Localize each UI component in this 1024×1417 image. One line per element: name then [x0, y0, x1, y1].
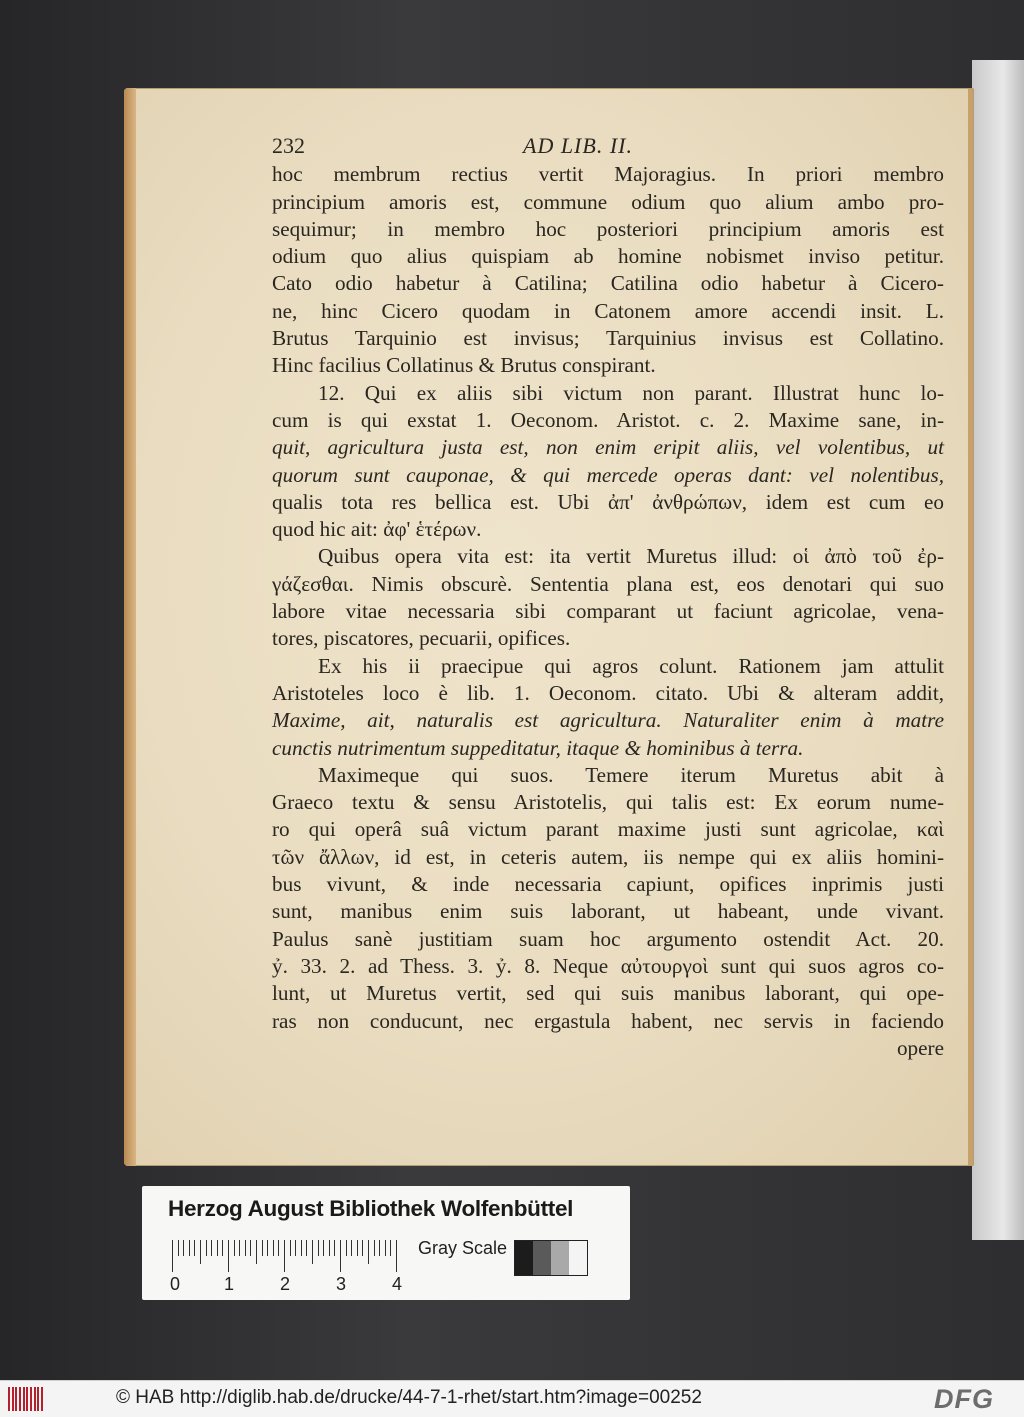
- ruler-tick: [183, 1240, 184, 1256]
- text-line: Hinc facilius Collatinus & Brutus conspirant.: [272, 353, 656, 378]
- logo-bar: [26, 1387, 28, 1411]
- ruler-tick: [385, 1240, 386, 1256]
- text-line: sunt, manibus enim suis laborant, ut habeant, unde vivant.: [272, 899, 944, 924]
- ruler-tick: [374, 1240, 375, 1256]
- gray-scale-label: Gray Scale: [418, 1238, 508, 1258]
- ruler-tick: [368, 1240, 369, 1264]
- text-line: ỷ. 33. 2. ad Thess. 3. ỷ. 8. Neque αὐτουργοὶ sunt qui suos agros co-: [272, 953, 944, 978]
- text-line: principium amoris est, commune odium quo alium ambo pro-: [272, 189, 944, 214]
- text-line: Cato odio habetur à Catilina; Catilina odio habetur à Cicero-: [272, 271, 944, 296]
- text-line: Graeco textu & sensu Aristotelis, qui talis est: Ex eorum nume-: [272, 790, 944, 815]
- ruler-number: 2: [280, 1274, 291, 1294]
- ruler-tick: [262, 1240, 263, 1256]
- logo-bar: [34, 1387, 36, 1411]
- text-line: τῶν ἄλλων, id est, in ceteris autem, iis nempe qui ex aliis homini-: [272, 844, 944, 869]
- text-lines: [272, 161, 944, 1062]
- ruler-tick: [295, 1240, 296, 1256]
- text-line: ras non conducunt, nec ergastula habent, nec servis in faciendo: [272, 1008, 944, 1033]
- logo-bar: [41, 1387, 43, 1411]
- ruler-tick: [306, 1240, 307, 1256]
- ruler-tick: [250, 1240, 251, 1256]
- page-text-block: [272, 132, 944, 1062]
- footer-bar: [0, 1380, 1024, 1417]
- ruler-tick: [362, 1240, 363, 1256]
- gray-swatch: [515, 1241, 533, 1275]
- ruler-tick: [228, 1240, 229, 1272]
- ruler-tick: [340, 1240, 341, 1272]
- text-line: sequimur; in membro hoc posteriori principium amoris est: [272, 216, 944, 241]
- ruler-tick: [290, 1240, 291, 1256]
- text-line: opere: [896, 1035, 944, 1060]
- ruler-tick: [239, 1240, 240, 1256]
- dfg-logo: DFG: [934, 1384, 994, 1414]
- text-line: bus vivunt, & inde necessaria capiunt, opifices inprimis justi: [272, 872, 944, 897]
- logo-bar: [19, 1387, 21, 1411]
- ruler-tick: [301, 1240, 302, 1256]
- ruler-tick: [194, 1240, 195, 1256]
- ruler-tick: [329, 1240, 330, 1256]
- ruler-tick: [284, 1240, 285, 1272]
- text-line: Ex his ii praecipue qui agros colunt. Rationem jam attulit: [318, 653, 944, 678]
- text-line: ro qui operâ suâ victum parant maxime justi sunt agricolae, καὶ: [272, 817, 944, 842]
- ruler-tick: [278, 1240, 279, 1256]
- text-line: Maximeque qui suos. Temere iterum Muretus abit à: [318, 762, 944, 787]
- ruler-tick: [273, 1240, 274, 1256]
- ruler-tick: [217, 1240, 218, 1256]
- ruler-tick: [396, 1240, 397, 1272]
- ruler-tick: [206, 1240, 207, 1256]
- ruler-tick: [222, 1240, 223, 1256]
- text-line: Brutus Tarquinio est invisus; Tarquinius invisus est Collatino.: [272, 326, 944, 351]
- logo-bar: [8, 1387, 10, 1411]
- logo-bar: [37, 1387, 39, 1411]
- gray-swatch: [551, 1241, 569, 1275]
- running-head: [272, 132, 944, 159]
- gray-scale-swatches: [514, 1240, 588, 1276]
- ruler-tick: [346, 1240, 347, 1256]
- ruler-tick: [211, 1240, 212, 1256]
- text-line: tores, piscatores, pecuarii, opifices.: [272, 626, 571, 651]
- ruler-number: 0: [170, 1274, 181, 1294]
- ruler-tick: [312, 1240, 313, 1264]
- ruler-tick: [390, 1240, 391, 1256]
- text-line: cum is qui exstat 1. Oeconom. Aristot. c. 2. Maxime sane, in-: [272, 407, 944, 432]
- ruler-tick: [351, 1240, 352, 1256]
- page-edge: [124, 88, 136, 1166]
- ruler-tick: [245, 1240, 246, 1256]
- hab-barcode-logo-icon: [8, 1387, 46, 1411]
- text-line: Quibus opera vita est: ita vertit Muretus illud: οἱ ἀπὸ τοῦ ἐρ-: [318, 544, 944, 569]
- text-line: Paulus sanè justitiam suam hoc argumento ostendit Act. 20.: [272, 926, 944, 951]
- gray-swatch: [533, 1241, 551, 1275]
- ruler-tick: [379, 1240, 380, 1256]
- text-line: Maxime, ait, naturalis est agricultura. Naturaliter enim à matre: [272, 708, 944, 733]
- text-line: Aristoteles loco è lib. 1. Oeconom. citato. Ubi & alteram addit,: [272, 680, 944, 705]
- logo-bar: [15, 1387, 17, 1411]
- ruler-tick: [234, 1240, 235, 1256]
- library-label-card: [142, 1186, 630, 1300]
- ruler-tick: [323, 1240, 324, 1256]
- adjacent-sheet: [972, 60, 1024, 1240]
- text-line: quorum sunt cauponae, & qui mercede operas dant: vel nolentibus,: [272, 462, 944, 487]
- ruler-tick: [189, 1240, 190, 1256]
- text-line: 12. Qui ex aliis sibi victum non parant. Illustrat hunc lo-: [318, 380, 944, 405]
- text-line: hoc membrum rectius vertit Majoragius. In priori membro: [272, 162, 944, 187]
- logo-bar: [23, 1387, 25, 1411]
- text-line: odium quo alius quispiam ab homine nobismet inviso petitur.: [272, 244, 944, 269]
- text-line: ne, hinc Cicero quodam in Catonem amore accendi insit. L.: [272, 298, 944, 323]
- text-line: γάζεσθαι. Nimis obscurè. Sententia plana est, eos denotari qui suo: [272, 571, 944, 596]
- text-line: labore vitae necessaria sibi comparant ut faciunt agricolae, vena-: [272, 599, 944, 624]
- gray-swatch: [569, 1241, 587, 1275]
- ruler-tick: [267, 1240, 268, 1256]
- text-line: qualis tota res bellica est. Ubi ἀπ' ἀνθρώπων, idem est cum eo: [272, 489, 944, 514]
- ruler-tick: [200, 1240, 201, 1264]
- copyright-url-text[interactable]: © HAB http://diglib.hab.de/drucke/44-7-1-rhet/start.htm?image=00252: [116, 1387, 702, 1408]
- ruler-tick: [318, 1240, 319, 1256]
- logo-bar: [12, 1387, 14, 1411]
- text-line: quod hic ait: ἀφ' ἑτέρων.: [272, 517, 482, 542]
- ruler-number: 1: [224, 1274, 235, 1294]
- measure-ruler: [172, 1240, 408, 1272]
- ruler-tick: [256, 1240, 257, 1264]
- text-line: quit, agricultura justa est, non enim eripit aliis, vel volentibus, ut: [272, 435, 944, 460]
- ruler-number: 3: [336, 1274, 347, 1294]
- ruler-tick: [178, 1240, 179, 1256]
- running-title: AD LIB. II.: [523, 133, 633, 158]
- ruler-tick: [357, 1240, 358, 1256]
- ruler-tick: [172, 1240, 173, 1272]
- text-line: lunt, ut Muretus vertit, sed qui suis manibus laborant, qui ope-: [272, 981, 944, 1006]
- ruler-tick: [334, 1240, 335, 1256]
- logo-bar: [30, 1387, 32, 1411]
- ruler-number: 4: [392, 1274, 403, 1294]
- page-number: 232: [272, 133, 305, 158]
- text-line: cunctis nutrimentum suppeditatur, itaque & hominibus à terra.: [272, 735, 804, 760]
- library-name: Herzog August Bibliothek Wolfenbüttel: [168, 1196, 574, 1221]
